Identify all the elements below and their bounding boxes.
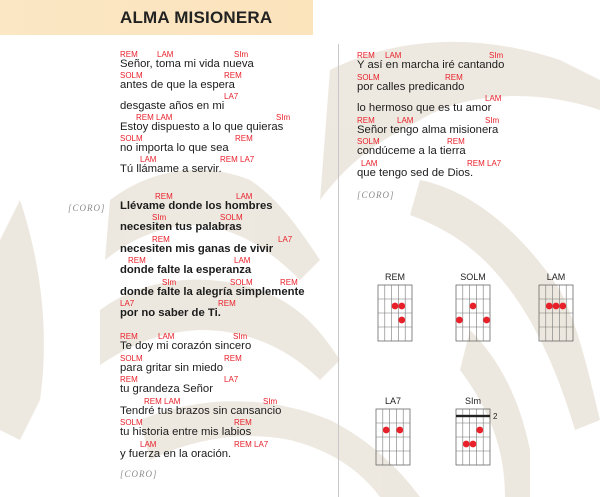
chord-label: REM — [128, 256, 146, 266]
chord-label: SIm — [162, 277, 177, 287]
finger-dot — [546, 303, 553, 310]
chord-label: LAM — [140, 155, 157, 164]
finger-dot — [483, 317, 490, 324]
chord-label: LA7 — [224, 92, 239, 101]
chord-diagram-name: SOLM — [460, 272, 486, 282]
chord-label: LA7 — [224, 375, 239, 384]
chord-label: LAM — [385, 51, 402, 60]
lyric-line: desgaste años en mi — [120, 100, 225, 112]
finger-dot — [470, 303, 477, 310]
lyric-line: que tengo sed de Dios. — [357, 167, 474, 179]
chord-diagram-lam — [537, 272, 575, 346]
chord-label: SIm — [233, 332, 248, 341]
lyric-line: Señor tengo alma misionera — [357, 123, 499, 136]
song-title: ALMA MISIONERA — [120, 8, 273, 27]
chord-diagram-rem — [376, 272, 414, 346]
chord-label: LAM — [157, 50, 174, 59]
chord-label: LAM — [158, 332, 175, 341]
chord-label: REM — [224, 353, 242, 363]
lyric-line: Señor, toma mi vida nueva — [120, 58, 254, 70]
chord-label: REM LA7 — [234, 439, 269, 449]
lyric-line: Y así en marcha iré cantando — [357, 59, 505, 71]
chord-label: REM — [357, 115, 375, 125]
lyric-line: lo hermoso que es tu amor — [357, 102, 492, 115]
chord-label: REM LA7 — [220, 155, 255, 164]
chord-label: SIm — [234, 50, 249, 59]
chord-label: LAM — [236, 192, 253, 201]
chord-label: LA7 — [278, 234, 293, 244]
chord-label: SIm — [276, 113, 291, 122]
chord-label: SOLM — [230, 277, 253, 287]
chord-label: SIm — [485, 115, 500, 125]
finger-dot — [470, 441, 477, 448]
fretboard — [374, 407, 418, 471]
lyric-line: Tendré tus brazos sin cansancio — [120, 404, 282, 417]
chord-label: REM — [357, 51, 375, 60]
chord-label: LAM — [485, 94, 502, 104]
chord-label: LAM — [234, 256, 251, 266]
chord-label: REM LA7 — [467, 159, 502, 168]
lyric-line: Tú llámame a servir. — [120, 163, 222, 175]
fretboard — [454, 407, 498, 471]
lyric-line: para gritar sin miedo — [120, 361, 223, 374]
chord-label: REM — [120, 50, 138, 59]
chord-label: REM — [447, 137, 465, 147]
chord-diagram-name: REM — [385, 272, 405, 282]
chord-label: SOLM — [220, 213, 243, 223]
lyric-line: por calles predicando — [357, 80, 465, 93]
chord-label: LA7 — [120, 299, 135, 308]
lyric-line: tu historia entre mis labios — [120, 426, 252, 438]
lyric-line: donde falte la alegría simplemente — [120, 285, 305, 298]
fretboard — [454, 283, 498, 347]
lyric-line: Estoy dispuesto a lo que quieras — [120, 121, 284, 133]
chord-label: REM — [235, 134, 253, 143]
column-divider — [338, 44, 339, 497]
chorus-label: [CORO] — [68, 203, 106, 213]
lyric-line: Te doy mi corazón sincero — [120, 340, 252, 352]
chord-label: LAM — [361, 159, 378, 168]
chord-label: LAM — [140, 439, 157, 449]
chord-label: SOLM — [357, 137, 380, 147]
chord-label: REM — [280, 277, 298, 287]
fretboard — [537, 283, 581, 347]
lyric-line: donde falte la esperanza — [120, 264, 252, 277]
chord-label: REM — [445, 72, 463, 82]
chord-diagram-name: SIm — [464, 396, 481, 406]
chord-label: SOLM — [357, 72, 380, 82]
fretboard — [376, 283, 420, 347]
finger-dot — [383, 427, 390, 434]
chord-label: SIm — [263, 396, 278, 406]
lyric-line: necesiten tus palabras — [120, 221, 242, 234]
chord-label: SOLM — [120, 353, 143, 363]
chord-label: REM — [234, 418, 252, 427]
chord-label: REM — [155, 192, 173, 201]
lyric-line: necesiten mis ganas de vivir — [120, 242, 274, 255]
chord-label: REM — [120, 375, 138, 384]
chord-diagram-la7 — [374, 396, 412, 470]
fret-number: 2 — [493, 412, 498, 421]
chorus-label-3: [CORO] — [357, 190, 395, 200]
chord-label: SOLM — [120, 71, 143, 80]
finger-dot — [553, 303, 560, 310]
chord-diagram-solm — [454, 272, 492, 346]
chord-label: LAM — [397, 115, 414, 125]
lyric-line: y fuerza en la oración. — [120, 447, 232, 460]
finger-dot — [456, 317, 463, 324]
finger-dot — [463, 441, 470, 448]
chord-label: SOLM — [120, 134, 143, 143]
lyric-line: antes de que la espera — [120, 79, 235, 91]
finger-dot — [392, 303, 399, 310]
lyric-line: Llévame donde los hombres — [120, 200, 273, 212]
chord-label: REM — [152, 234, 170, 244]
chord-label: REM LAM — [144, 396, 181, 406]
chorus-label-2: [CORO] — [120, 469, 158, 479]
chord-label: REM LAM — [136, 113, 173, 122]
lyric-line: condúceme a la tierra — [357, 145, 466, 158]
lyric-line: tu grandeza Señor — [120, 383, 213, 395]
chord-label: SIm — [489, 51, 504, 60]
chord-diagram-name: LAM — [546, 272, 566, 282]
chord-label: SIm — [152, 213, 167, 223]
chord-diagram-name: LA7 — [384, 396, 401, 406]
chord-label: SOLM — [120, 418, 143, 427]
finger-dot — [476, 427, 483, 434]
finger-dot — [559, 303, 566, 310]
barre-mark — [456, 415, 490, 417]
finger-dot — [398, 303, 405, 310]
chord-label: REM — [218, 299, 236, 308]
lyric-line: no importa lo que sea — [120, 142, 229, 154]
chord-diagram-sim — [454, 396, 498, 470]
finger-dot — [396, 427, 403, 434]
chord-label: REM — [224, 71, 242, 80]
finger-dot — [398, 317, 405, 324]
chord-label: REM — [120, 332, 138, 341]
lyric-line: por no saber de Ti. — [120, 307, 221, 319]
